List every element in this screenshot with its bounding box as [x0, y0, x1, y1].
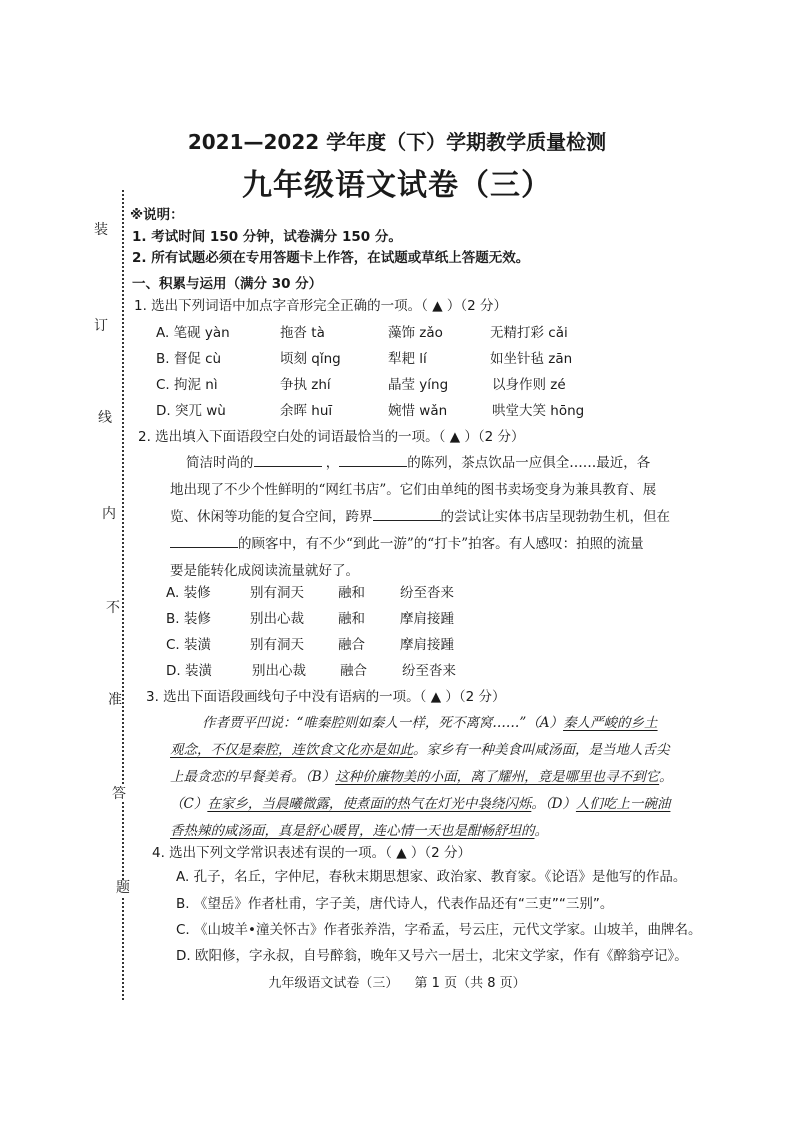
- passage-text: 览、休闲等功能的复合空间，跨界: [170, 509, 373, 525]
- passage-text: 。: [659, 769, 673, 785]
- option-word: 别出心裁: [252, 663, 306, 679]
- fill-blank: [254, 452, 322, 467]
- passage-text: 的顾客中，有不少“到此一游”的“打卡”拍客。有人感叹：拍照的流量: [238, 536, 644, 552]
- binding-char: 线: [98, 410, 112, 426]
- option-word: 无精打彩 cǎi: [490, 325, 568, 341]
- footer-page-number: 第 1 页（共 8 页）: [414, 976, 526, 991]
- underlined-sentence-b: 这种价廉物美的小面，离了耀州，竟是哪里也寻不到它: [335, 769, 660, 785]
- option-word: 别出心裁: [250, 611, 304, 627]
- passage-text: 上最贪恋的早餐美肴。（B）: [170, 769, 336, 785]
- option-word: 纷至沓来: [400, 585, 454, 601]
- underlined-sentence-d: 香热辣的咸汤面，真是舒心暖胃，连心情一天也是酣畅舒坦的: [170, 823, 535, 839]
- option-word: 融和: [338, 611, 365, 627]
- page-footer: [0, 972, 794, 991]
- question-4-option: D. 欧阳修，字永叔，自号醉翁，晚年又号六一居士，北宋文学家，作有《醉翁亭记》。: [176, 948, 688, 964]
- option-word: A. 笔砚 yàn: [156, 325, 230, 341]
- option-word: 犁耙 lí: [388, 351, 427, 367]
- option-word: D. 装潢: [166, 663, 212, 679]
- binding-char: 准: [108, 692, 122, 708]
- footer-exam-name: 九年级语文试卷（三）: [268, 976, 399, 991]
- binding-char: 订: [94, 318, 108, 334]
- option-word: 别有洞天: [250, 585, 304, 601]
- binding-char: 题: [116, 880, 130, 896]
- option-word: 纷至沓来: [402, 663, 456, 679]
- fill-blank: [373, 506, 441, 521]
- option-word: A. 装修: [166, 585, 211, 601]
- binding-char: 装: [94, 222, 108, 238]
- question-2-passage: [170, 450, 670, 585]
- question-4-stem: 4. 选出下列文学常识表述有误的一项。（ ▲ ）（2 分）: [152, 845, 472, 861]
- option-word: 如坐针毡 zān: [490, 351, 573, 367]
- option-word: C. 拘泥 nì: [156, 377, 218, 393]
- option-word: 争执 zhí: [280, 377, 331, 393]
- passage-text: 的尝试让实体书店呈现勃勃生机，但在: [440, 509, 670, 525]
- option-word: 藻饰 zǎo: [388, 325, 443, 341]
- underlined-sentence-a: 观念，不仅是秦腔，连饮食文化亦是如此: [170, 742, 413, 758]
- instruction-item: 1. 考试时间 150 分钟，试卷满分 150 分。: [132, 229, 402, 245]
- option-word: 拖沓 tà: [280, 325, 325, 341]
- passage-text: 。家乡有一种美食叫咸汤面，是当地人舌尖: [413, 742, 670, 758]
- question-3-passage: [170, 710, 700, 845]
- fill-blank: [170, 533, 238, 548]
- binding-char: 不: [106, 600, 120, 616]
- option-word: 余晖 huī: [280, 403, 333, 419]
- passage-text: 。: [534, 823, 548, 839]
- underlined-sentence-d: 人们吃上一碗油: [575, 796, 671, 812]
- instruction-item: 2. 所有试题必须在专用答题卡上作答，在试题或草纸上答题无效。: [132, 250, 530, 266]
- option-word: 晶莹 yíng: [388, 377, 449, 393]
- option-word: 婉惜 wǎn: [388, 403, 448, 419]
- fill-blank: [339, 452, 407, 467]
- option-word: 别有洞天: [250, 637, 304, 653]
- passage-text: 。（D）: [531, 796, 576, 812]
- option-word: B. 装修: [166, 611, 211, 627]
- passage-text: 地出现了不少个性鲜明的“网红书店”。它们由单纯的图书卖场变身为兼具教育、展: [170, 482, 657, 498]
- passage-text: （C）: [170, 796, 208, 812]
- underlined-sentence-a: 秦人严峻的乡土: [563, 715, 658, 731]
- instructions-header: ※说明：: [130, 207, 184, 223]
- exam-title-year: 2021—2022 学年度（下）学期教学质量检测: [187, 130, 607, 154]
- passage-text: 的陈列，茶点饮品一应俱全……最近，各: [407, 455, 651, 471]
- question-3-stem: 3. 选出下面语段画线句子中没有语病的一项。（ ▲ ）（2 分）: [146, 689, 506, 705]
- passage-text: 简洁时尚的: [186, 455, 254, 471]
- exam-title-main: 九年级语文试卷（三）: [242, 168, 552, 203]
- question-4-option: B. 《望岳》作者杜甫，字子美，唐代诗人，代表作品还有“三吏”“三别”。: [176, 896, 614, 912]
- option-word: 融合: [338, 637, 365, 653]
- option-word: 以身作则 zé: [492, 377, 566, 393]
- option-word: 摩肩接踵: [400, 637, 454, 653]
- option-word: 融和: [338, 585, 365, 601]
- question-1-stem: 1. 选出下列词语中加点字音形完全正确的一项。（ ▲ ）（2 分）: [134, 298, 508, 314]
- question-2-stem: 2. 选出填入下面语段空白处的词语最恰当的一项。（ ▲ ）（2 分）: [138, 429, 525, 445]
- question-4-option: C. 《山坡羊•潼关怀古》作者张养浩，字希孟，号云庄，元代文学家。山坡羊，曲牌名。: [176, 922, 702, 938]
- passage-text: ，: [325, 455, 340, 471]
- underlined-sentence-c: 在家乡，当晨曦微露，使煮面的热气在灯光中袅绕闪烁: [207, 796, 532, 812]
- binding-char: 答: [112, 786, 126, 802]
- option-word: 摩肩接踵: [400, 611, 454, 627]
- binding-char: 内: [102, 506, 116, 522]
- option-word: D. 突兀 wù: [156, 403, 226, 419]
- option-word: B. 督促 cù: [156, 351, 222, 367]
- passage-text: 要是能转化成阅读流量就好了。: [170, 563, 359, 579]
- option-word: 融合: [340, 663, 367, 679]
- binding-dotted-line: [122, 190, 124, 1000]
- option-word: C. 装潢: [166, 637, 212, 653]
- section-heading: 一、积累与运用（满分 30 分）: [132, 276, 323, 292]
- question-4-option: A. 孔子，名丘，字仲尼，春秋末期思想家、政治家、教育家。《论语》是他写的作品。: [176, 869, 687, 885]
- passage-text: 作者贾平凹说：“唯秦腔则如秦人一样，死不离窝……”（A）: [202, 715, 564, 731]
- option-word: 哄堂大笑 hōng: [492, 403, 585, 419]
- option-word: 顷刻 qǐng: [280, 351, 341, 367]
